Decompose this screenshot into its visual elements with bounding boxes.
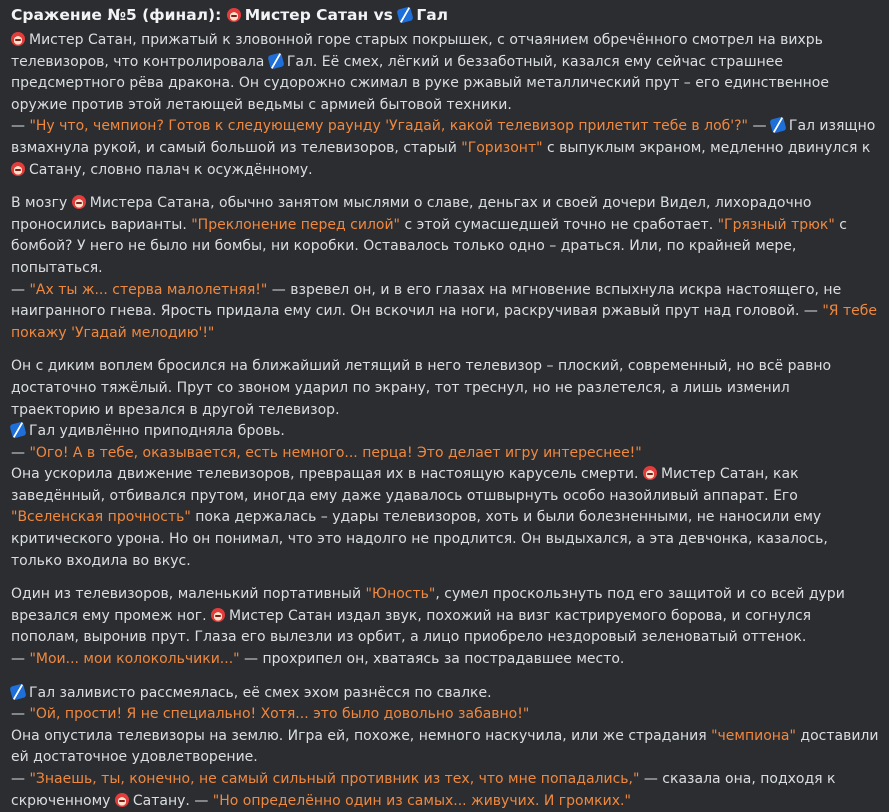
p2-text-b: Мистера Сатана, обычно занятом мыслями о славе, деньгах и своей дочери Видел, лихорадочно проносились варианты. — [11, 195, 812, 233]
fighter2-name: Гал — [416, 6, 449, 24]
p1-quote: "Ну что, чемпион? Готов к следующему раунду 'Угадай, какой телевизор прилетит тебе в лоб'?" — [29, 118, 748, 135]
paragraph-1 — [11, 30, 879, 181]
p3-dash: — — [11, 444, 25, 461]
paragraph-4 — [11, 584, 879, 670]
paragraph-3 — [11, 356, 879, 572]
p4-dash: — — [11, 651, 25, 668]
p2-text-c: с этой сумасшедшей точно не сработает. — [404, 216, 714, 233]
p4-text-b: , сумел проскользнуть под его защитой и со всей дури врезался ему промеж ног. — [11, 586, 845, 624]
p5-text-a: Гал заливисто рассмеялась, её смех эхом разнёсся по свалке. — [29, 684, 492, 701]
rugby-ball-icon — [397, 6, 414, 23]
p1-text-e: Сатану, словно палач к осуждённому. — [29, 161, 313, 178]
rugby-ball-icon — [9, 422, 26, 439]
p5-text-d: доставили ей достаточное удовлетворение. — [11, 727, 879, 766]
p3-quote-2: "Вселенская прочность" — [11, 509, 191, 526]
clown-face-icon — [211, 608, 225, 622]
p2-text-f: — взревел он, и в его глазах на мгновение вспыхнула искра настоящего, не наигранного гнева. Ярость придала ему сил. Он вскочил на ноги, раскручивая ржавый прут над головой. — — [11, 281, 842, 320]
p5-quote-1: "Ой, прости! Я не специально! Хотя... это было довольно забавно!" — [29, 706, 530, 723]
p3-text-e: Мистер Сатан, как заведённый, отбивался прутом, иногда ему даже удавалось отшвырнуть особо назойливый аппарат. Его — [11, 466, 799, 504]
paragraph-2 — [11, 193, 879, 344]
versus-label: vs — [373, 6, 393, 24]
p1-text-a: Мистер Сатан, прижатый к зловонной горе старых покрышек, с отчаянием обречённого смотрел на вихрь телевизоров, что контролировала — [11, 32, 823, 70]
p5-dash: — — [11, 706, 25, 723]
clown-face-icon — [115, 793, 129, 807]
clown-face-icon — [11, 162, 25, 176]
p1-quote-gorizont: "Горизонт" — [461, 139, 543, 156]
p5-quote-4: "Но определённо один из самых... живучих. И громких." — [212, 792, 631, 809]
p3-text-d: Она ускорила движение телевизоров, превращая их в настоящую карусель смерти. — [11, 466, 639, 483]
p5-dash-2: — — [11, 771, 25, 787]
p4-text-e: — прохрипел он, хватаясь за пострадавшее место. — [244, 651, 625, 668]
p2-quote-2: "Грязный трюк" — [717, 216, 835, 233]
rugby-ball-icon — [267, 52, 284, 69]
p4-text-c: Мистер Сатан издал звук, похожий на визг кастрируемого борова, и согнулся пополам, выронив прут. Глаза его вылезли из орбит, а лицо приобрело нездоровый зеленоватый оттенок. — [11, 607, 812, 646]
p4-quote-1: "Юность" — [365, 586, 436, 603]
p3-quote-1: "Ого! А в тебе, оказывается, есть немного... перца! Это делает игру интереснее!" — [29, 444, 642, 461]
p5-text-g: Сатану. — — [132, 792, 209, 809]
p4-quote-2: "Мои... мои колокольчики..." — [29, 651, 240, 668]
p1-dash-after: — — [752, 118, 767, 135]
p1-text-b: Гал. Её смех, лёгкий и беззаботный, казался ему сейчас страшнее предсмертного рёва дракона. Он судорожно сжимал в руке ржавый металлический прут – его единственное оружие против этой летающей ведьмы с армией бытовой техники. — [11, 53, 829, 113]
clown-face-icon — [11, 32, 25, 46]
rugby-ball-icon — [9, 683, 26, 700]
p1-text-d-after: с выпуклым экраном, медленно двинулся к — [547, 139, 871, 156]
clown-face-icon — [643, 466, 657, 480]
p3-text-a: Он с диким воплем бросился на ближайший летящий в него телевизор – плоский, современный, но всё равно достаточно тяжёлый. Прут со звоном ударил по экрану, тот треснул, но не разлетелся, а лишь изменил траекторию и врезался в другой телевизор. — [11, 358, 832, 418]
clown-face-icon — [72, 195, 86, 209]
fighter1-name: Мистер Сатан — [244, 6, 369, 24]
p2-quote-3: "Ах ты ж... стерва малолетняя!" — [29, 281, 268, 298]
p3-text-f: пока держалась – удары телевизоров, хоть и были болезненными, не наносили ему критического урона. Но он понимал, что это надолго не продлится. Он выдыхался, а эта девчонка, казалось, только входила во вкус. — [11, 509, 828, 569]
p3-text-b: Гал удивлённо приподняла бровь. — [29, 423, 285, 440]
p1-text-d: Гал изящно взмахнула рукой, и самый большой из телевизоров, старый — [11, 118, 876, 156]
p5-text-f: — сказала она, подходя к скрюченному — [11, 771, 836, 809]
p1-dash: — — [11, 118, 25, 135]
p4-text-a: Один из телевизоров, маленький портативный — [11, 586, 362, 603]
p2-quote-4: "Я тебе покажу 'Угадай мелодию'!" — [11, 303, 877, 341]
paragraph-5 — [11, 683, 879, 812]
p5-text-c: Она опустила телевизоры на землю. Игра ей, похоже, немного наскучила, или же страдания — [11, 727, 707, 744]
p5-quote-2: "чемпиона" — [711, 727, 796, 744]
p2-quote-1: "Преклонение перед силой" — [191, 216, 400, 233]
p2-text-d: с бомбой? У него не было ни бомбы, ни коробки. Оставалось только одно – драться. Или, по крайней мере, попытаться. — [11, 216, 847, 276]
p2-text-a: В мозгу — [11, 195, 68, 212]
rugby-ball-icon — [769, 117, 786, 134]
p5-quote-3: "Знаешь, ты, конечно, не самый сильный противник из тех, что мне попадались," — [29, 771, 640, 787]
clown-face-icon — [227, 8, 241, 22]
battle-title — [11, 3, 879, 27]
p2-dash: — — [11, 281, 25, 298]
title-prefix: Сражение №5 (финал): — [11, 6, 222, 24]
